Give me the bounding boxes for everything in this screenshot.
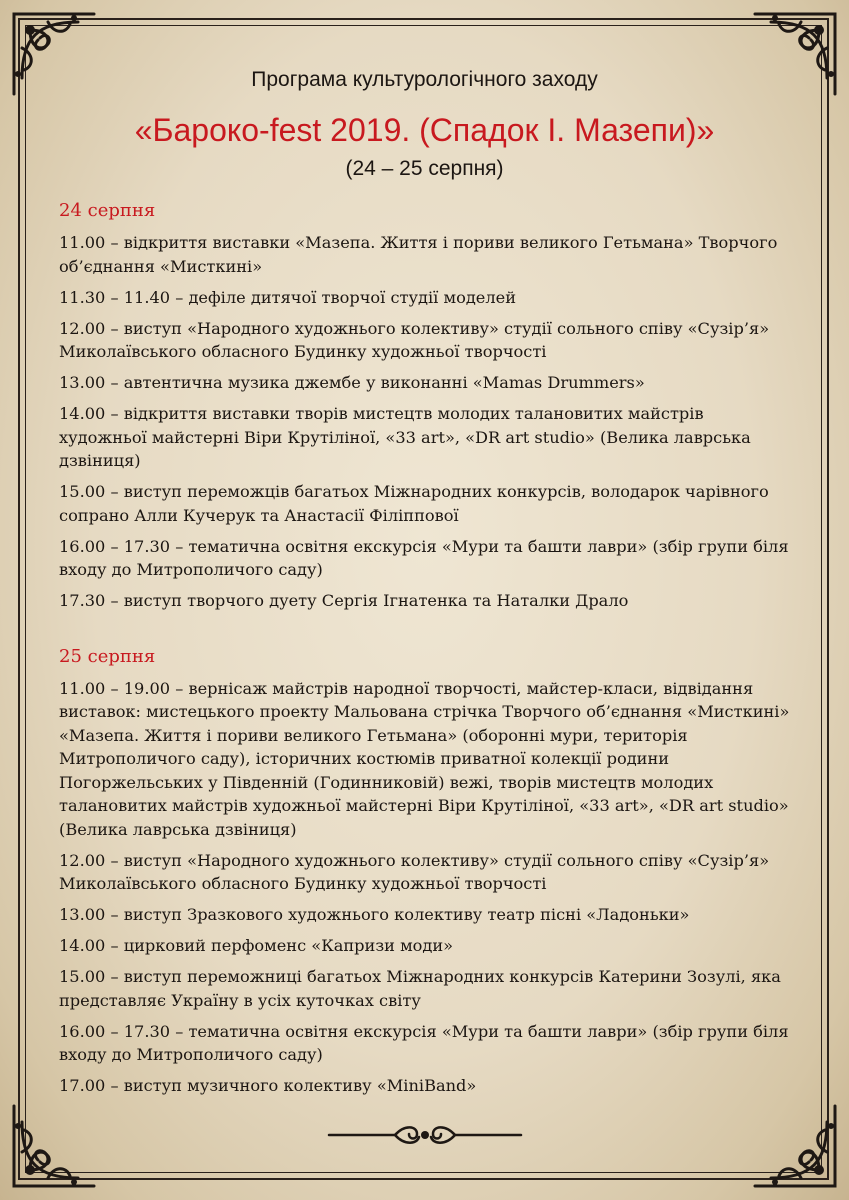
program-item: 11.00 – 19.00 – вернісаж майстрів народної творчості, майстер-класи, відвідання виставок: мистецького проекту Мальована стрічка Творчого об’єднання «Мисткині» «Мазепа. Життя і пориви великого Гетьмана» (оборонні мури, територія Митрополичого саду), історичних костюмів приватної колекції родини Погоржельських у Південній (Годинниковій) вежі, творів мистецтв молодих талановитих майстрів художньої майстерні Віри Крутіліної, «33 art», «DR art studio» (Велика лаврська дзвіниця): [59, 678, 790, 839]
bottom-flourish-ornament: [325, 1122, 525, 1148]
program-item: 14.00 – відкриття виставки творів мистецтв молодих талановитих майстрів художньої майстерні Віри Крутіліної, «33 art», «DR art studio» (Велика лаврська дзвіниця): [59, 404, 751, 470]
day-section-aug-24: [59, 199, 794, 613]
program-item: 13.00 – виступ Зразкового художнього колективу театр пісні «Ладоньки»: [59, 905, 690, 924]
program-subtitle: Програма культурологічного заходу: [251, 68, 598, 91]
program-item: 17.30 – виступ творчого дуету Сергія Ігнатенка та Наталки Драло: [59, 591, 629, 610]
program-item: 15.00 – виступ переможниці багатьох Міжнародних конкурсів Катерини Зозулі, яка представляє Україну в усіх куточках світу: [59, 967, 781, 1010]
event-title: «Бароко-fest 2019. (Спадок І. Мазепи)»: [134, 112, 715, 148]
corner-ornament-bottom-left: [8, 1100, 100, 1192]
program-item: 15.00 – виступ переможців багатьох Міжнародних конкурсів, володарок чарівного сопрано Алли Кучерук та Анастасії Філіппової: [59, 482, 769, 525]
day-section-aug-25: [59, 645, 794, 1098]
day-heading: 24 серпня: [59, 200, 156, 221]
program-item: 17.00 – виступ музичного колективу «MiniBand»: [59, 1076, 477, 1095]
program-item: 11.00 – відкриття виставки «Мазепа. Життя і пориви великого Гетьмана» Творчого об’єднання «Мисткині»: [59, 233, 778, 276]
program-item: 13.00 – автентична музика джембе у виконанні «Mamas Drummers»: [59, 373, 645, 392]
program-item: 12.00 – виступ «Народного художнього колективу» студії сольного співу «Сузір’я» Миколаївського обласного Будинку художньої творчості: [59, 850, 770, 893]
program-item: 16.00 – 17.30 – тематична освітня екскурсія «Мури та башти лаври» (збір групи біля входу до Митрополичого саду): [59, 536, 789, 579]
program-content: [59, 199, 794, 1105]
program-item: 11.30 – 11.40 – дефіле дитячої творчої студії моделей: [59, 287, 517, 307]
program-item: 12.00 – виступ «Народного художнього колективу» студії сольного співу «Сузір’я» Миколаївського обласного Будинку художньої творчості: [59, 318, 770, 361]
event-dates: (24 – 25 серпня): [345, 157, 504, 180]
corner-ornament-bottom-right: [749, 1100, 841, 1192]
day-heading: 25 серпня: [59, 645, 156, 667]
program-item: 14.00 – цирковий перфоменс «Капризи моди»: [59, 936, 454, 955]
program-item: 16.00 – 17.30 – тематична освітня екскурсія «Мури та башти лаври» (збір групи біля входу до Митрополичого саду): [59, 1021, 789, 1064]
